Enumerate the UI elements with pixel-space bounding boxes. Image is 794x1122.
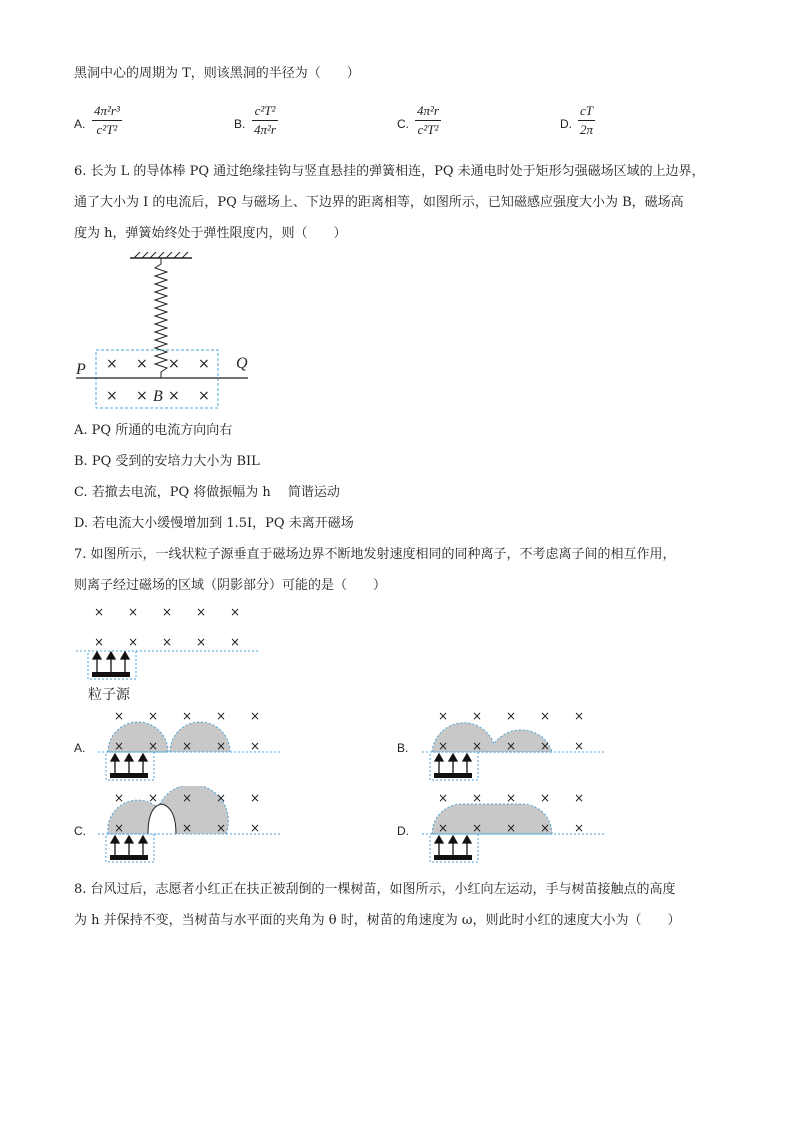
svg-text:×: × [574, 709, 585, 723]
q7-option-a-label: A. [74, 741, 86, 755]
q5-option-c-formula [415, 102, 441, 139]
svg-text:×: × [472, 821, 483, 835]
svg-text:×: × [250, 739, 261, 753]
svg-text:×: × [250, 791, 261, 805]
emission-arrows [111, 836, 147, 855]
q6-spring-field-figure [70, 250, 270, 410]
svg-text:×: × [250, 709, 261, 723]
particle-source-bar [110, 855, 148, 860]
q8-stem-line-2: 为 h 并保持不变，当树苗与水平面的夹角为 θ 时，树苗的角速度为 ω，则此时小红的速度大小为（ ） [74, 913, 681, 928]
q5-option-a-denominator: c²T² [96, 122, 118, 137]
svg-text:×: × [182, 739, 193, 753]
svg-text:×: × [198, 388, 210, 404]
svg-text:×: × [540, 739, 551, 753]
q5-option-a-formula [92, 102, 122, 139]
q7-option-b-figure [418, 704, 608, 784]
shaded-region [432, 723, 552, 752]
svg-text:×: × [182, 821, 193, 835]
particle-source-bar [92, 672, 130, 677]
q6-option-c: C. 若撤去电流，PQ 将做振幅为 h 简谐运动 [74, 485, 340, 500]
svg-text:×: × [162, 635, 173, 649]
svg-text:×: × [114, 821, 125, 835]
svg-text:×: × [216, 791, 227, 805]
svg-text:×: × [438, 791, 449, 805]
svg-text:×: × [168, 388, 180, 404]
q5-option-a-numerator: 4π²r³ [92, 102, 122, 121]
svg-text:×: × [114, 709, 125, 723]
q6-stem-line-2: 通了大小为 I 的电流后，PQ 与磁场上、下边界的距离相等，如图所示，已知磁感应强度大小为 B，磁场高 [74, 195, 684, 210]
svg-text:×: × [230, 635, 241, 649]
label-q: Q [236, 355, 248, 372]
q7-stem-line-2: 则离子经过磁场的区域（阴影部分）可能的是（ ） [74, 578, 387, 593]
particle-source-bar [110, 773, 148, 778]
svg-text:×: × [196, 605, 207, 619]
svg-text:×: × [216, 739, 227, 753]
field-crosses [94, 605, 240, 649]
q5-option-a-label: A. [74, 117, 86, 131]
q7-stem-line-1: 7. 如图所示，一线状粒子源垂直于磁场边界不断地发射速度相同的同种离子，不考虑离子间的相互作用， [74, 547, 676, 562]
svg-text:×: × [506, 791, 517, 805]
particle-source-label: 粒子源 [88, 687, 130, 703]
svg-text:×: × [540, 791, 551, 805]
svg-text:×: × [94, 635, 105, 649]
svg-text:×: × [574, 739, 585, 753]
q5-option-c-denominator: c²T² [417, 122, 439, 137]
svg-text:×: × [148, 739, 159, 753]
q6-option-d: D. 若电流大小缓慢增加到 1.5I，PQ 未离开磁场 [74, 516, 354, 531]
svg-text:×: × [196, 635, 207, 649]
emission-arrows [93, 652, 129, 672]
svg-text:×: × [540, 821, 551, 835]
q7-option-d-label: D. [397, 824, 409, 838]
q6-option-a: A. PQ 所通的电流方向向右 [74, 423, 233, 438]
q5-option-d-formula [578, 102, 595, 139]
svg-text:×: × [168, 356, 180, 372]
svg-text:×: × [472, 709, 483, 723]
svg-text:×: × [106, 388, 118, 404]
q5-option-b-label: B. [234, 117, 246, 131]
q5-option-b-numerator: c²T² [252, 102, 278, 121]
q5-option-c-numerator: 4π²r [415, 102, 441, 121]
svg-text:×: × [162, 605, 173, 619]
svg-text:×: × [506, 739, 517, 753]
q7-option-b-label: B. [397, 741, 409, 755]
svg-text:×: × [216, 821, 227, 835]
svg-text:×: × [438, 739, 449, 753]
svg-text:×: × [136, 388, 148, 404]
svg-text:×: × [94, 605, 105, 619]
svg-text:×: × [148, 791, 159, 805]
q7-source-figure [72, 600, 272, 682]
svg-text:×: × [438, 709, 449, 723]
svg-text:×: × [574, 791, 585, 805]
svg-text:×: × [114, 791, 125, 805]
svg-text:×: × [438, 821, 449, 835]
emission-arrows [435, 836, 471, 855]
q8-stem-line-1: 8. 台风过后，志愿者小红正在扶正被刮倒的一棵树苗，如图所示，小红向左运动，手与树苗接触点的高度 [74, 882, 676, 897]
svg-text:×: × [182, 791, 193, 805]
svg-text:×: × [128, 635, 139, 649]
q5-option-c-label: C. [397, 117, 409, 131]
emission-arrows [111, 754, 147, 773]
svg-text:×: × [250, 821, 261, 835]
svg-text:×: × [574, 821, 585, 835]
svg-text:×: × [106, 356, 118, 372]
svg-text:×: × [114, 739, 125, 753]
q7-option-c-label: C. [74, 824, 86, 838]
particle-source-bar [434, 773, 472, 778]
spring [155, 258, 167, 378]
q6-stem-line-1: 6. 长为 L 的导体棒 PQ 通过绝缘挂钩与竖直悬挂的弹簧相连，PQ 未通电时处于矩形匀强磁场区域的上边界， [74, 164, 705, 179]
q5-stem-tail: 黑洞中心的周期为 T，则该黑洞的半径为（ ） [74, 66, 360, 81]
q7-option-c-figure [94, 786, 284, 866]
q5-option-b-formula [252, 102, 278, 139]
q5-option-d-numerator: cT [578, 102, 595, 121]
svg-text:×: × [472, 739, 483, 753]
svg-text:×: × [506, 709, 517, 723]
particle-source-bar [434, 855, 472, 860]
svg-text:×: × [230, 605, 241, 619]
q7-option-a-figure [94, 704, 284, 784]
svg-text:×: × [540, 709, 551, 723]
svg-text:×: × [198, 356, 210, 372]
emission-arrows [435, 754, 471, 773]
q5-option-b-denominator: 4π²r [254, 122, 276, 137]
q6-stem-line-3: 度为 h，弹簧始终处于弹性限度内，则（ ） [74, 226, 347, 241]
ceiling-hatch [134, 252, 188, 258]
shaded-region [432, 804, 552, 834]
q6-option-b: B. PQ 受到的安培力大小为 BIL [74, 454, 260, 469]
label-p: P [76, 361, 86, 378]
svg-text:×: × [216, 709, 227, 723]
svg-text:×: × [182, 709, 193, 723]
svg-text:×: × [136, 356, 148, 372]
q5-option-d-label: D. [560, 117, 572, 131]
label-b: B [153, 388, 163, 405]
svg-text:×: × [128, 605, 139, 619]
svg-text:×: × [472, 791, 483, 805]
svg-text:×: × [148, 709, 159, 723]
q5-option-d-denominator: 2π [580, 122, 594, 137]
q7-option-d-figure [418, 786, 608, 866]
svg-text:×: × [506, 821, 517, 835]
